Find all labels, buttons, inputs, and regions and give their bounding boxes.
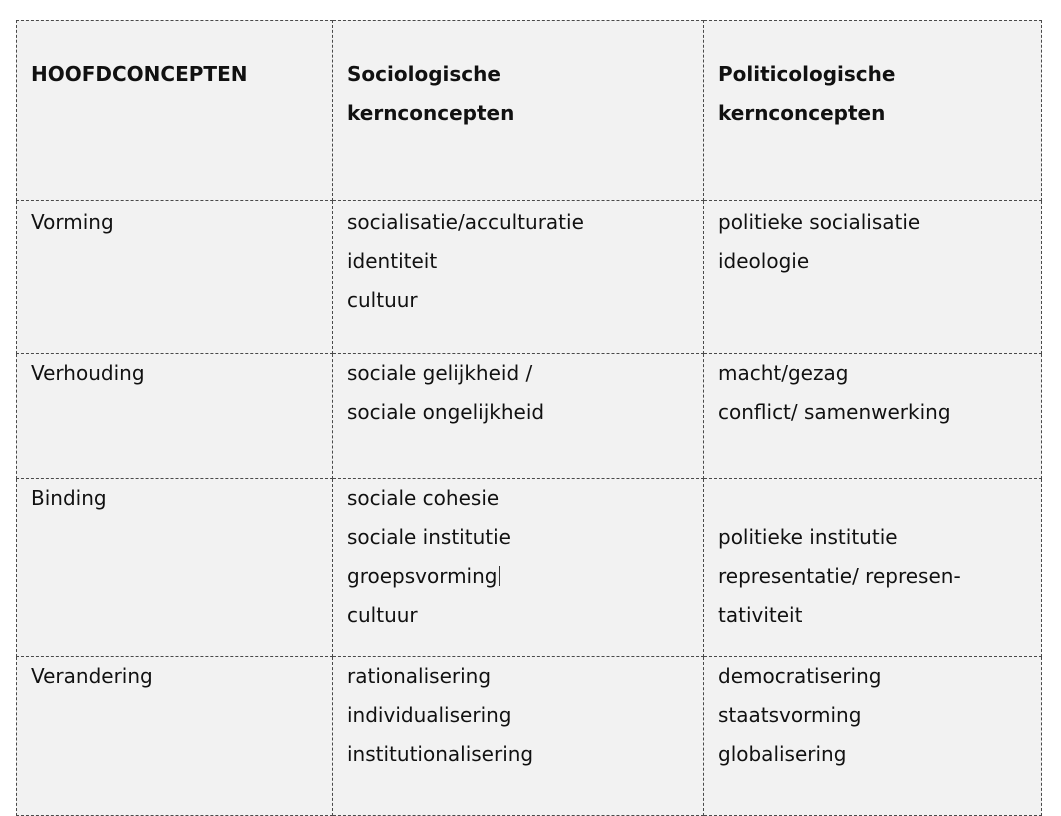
concept-label: Vorming (31, 210, 114, 234)
politicologisch-cell (704, 657, 1042, 816)
table-header-row (17, 21, 1042, 201)
header-sociologisch (333, 21, 704, 201)
concept-label: Binding (31, 486, 107, 510)
sociologisch-item: cultuur (347, 288, 418, 312)
header-sociologisch-line-2: kernconcepten (347, 101, 515, 125)
politicologisch-item: democratisering (718, 664, 882, 688)
sociologisch-cell (333, 201, 704, 354)
sociologisch-item: sociale gelijkheid / (347, 361, 533, 385)
politicologisch-item: ideologie (718, 249, 810, 273)
concept-cell (17, 657, 333, 816)
sociologisch-item: cultuur (347, 603, 418, 627)
sociologisch-item: sociale institutie (347, 525, 511, 549)
sociologisch-item: rationalisering (347, 664, 492, 688)
header-hoofdconcepten-label: HOOFDCONCEPTEN (31, 62, 248, 86)
politicologisch-item: macht/gezag (718, 361, 849, 385)
sociologisch-cell[interactable] (333, 479, 704, 657)
sociologisch-item: socialisatie/acculturatie (347, 210, 584, 234)
header-sociologisch-line-1: Sociologische (347, 62, 501, 86)
empty-line (718, 479, 1027, 518)
table-row (17, 479, 1042, 657)
text-cursor (499, 566, 500, 586)
concept-cell (17, 479, 333, 657)
sociologisch-item: identiteit (347, 249, 438, 273)
politicologisch-item: conflict/ samenwerking (718, 400, 951, 424)
politicologisch-item: representatie/ represen- (718, 564, 961, 588)
sociologisch-item: sociale cohesie (347, 486, 500, 510)
header-politicologisch-line-2: kernconcepten (718, 101, 886, 125)
table-row (17, 657, 1042, 816)
header-politicologisch-line-1: Politicologische (718, 62, 896, 86)
concept-label: Verhouding (31, 361, 145, 385)
concept-cell (17, 201, 333, 354)
politicologisch-cell (704, 354, 1042, 479)
concepts-table (16, 20, 1042, 816)
politicologisch-item: politieke socialisatie (718, 210, 921, 234)
table-row (17, 201, 1042, 354)
table-row (17, 354, 1042, 479)
politicologisch-cell (704, 201, 1042, 354)
header-hoofdconcepten (17, 21, 333, 201)
sociologisch-cell (333, 657, 704, 816)
politicologisch-item: staatsvorming (718, 703, 862, 727)
politicologisch-item: politieke institutie (718, 525, 898, 549)
sociologisch-cell (333, 354, 704, 479)
politicologisch-cell (704, 479, 1042, 657)
politicologisch-item: globalisering (718, 742, 847, 766)
sociologisch-item: sociale ongelijkheid (347, 400, 545, 424)
concept-label: Verandering (31, 664, 153, 688)
concept-cell (17, 354, 333, 479)
sociologisch-item: groepsvorming (347, 564, 498, 588)
sociologisch-item-with-cursor (347, 557, 689, 596)
sociologisch-item: individualisering (347, 703, 512, 727)
politicologisch-item: tativiteit (718, 603, 803, 627)
header-politicologisch (704, 21, 1042, 201)
sociologisch-item: institutionalisering (347, 742, 534, 766)
